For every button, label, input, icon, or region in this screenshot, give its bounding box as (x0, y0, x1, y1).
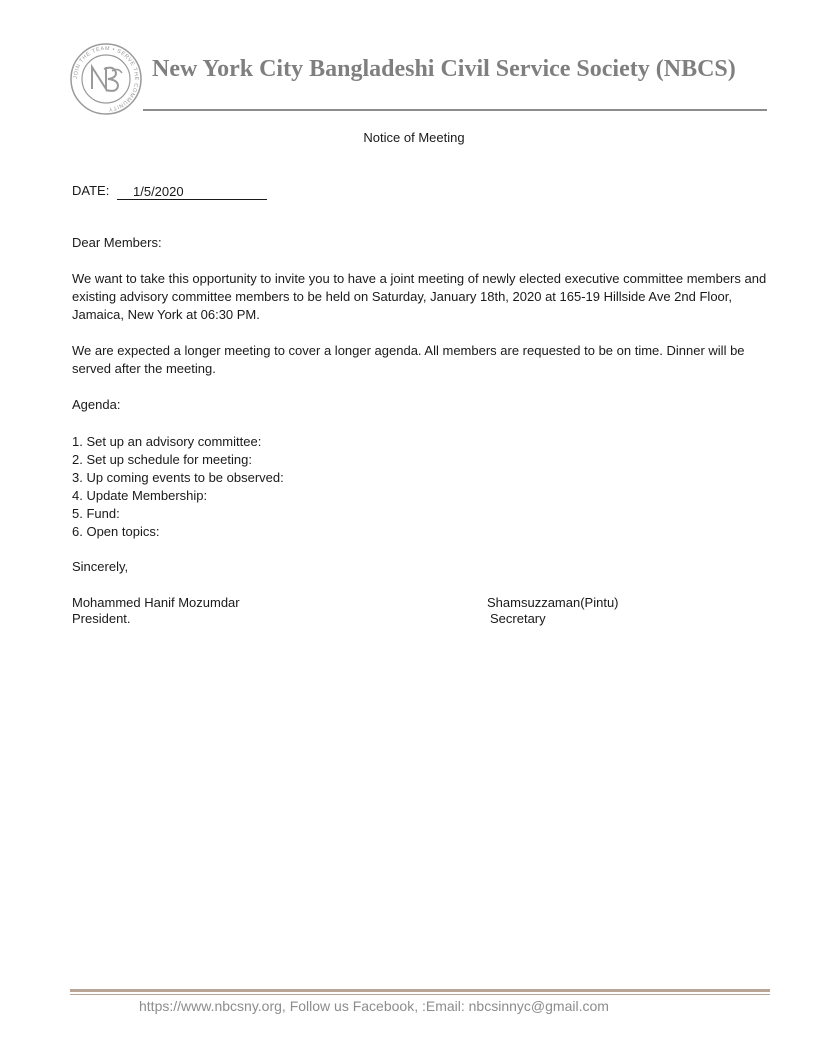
agenda-list (72, 433, 284, 541)
org-name: New York City Bangladeshi Civil Service Society (NBCS) (152, 56, 736, 82)
secretary-name: Shamsuzzaman(Pintu) (487, 595, 619, 610)
date-field (117, 184, 267, 200)
closing: Sincerely, (72, 559, 129, 574)
expectation-paragraph: We are expected a longer meeting to cover a longer agenda. All members are requested to be on time. Dinner will be served after the meeting. (72, 343, 745, 376)
header-divider (143, 109, 767, 111)
footer-contact: https://www.nbcsny.org, Follow us Facebook, :Email: nbcsinnyc@gmail.com (139, 998, 609, 1014)
secretary-title: Secretary (490, 611, 546, 626)
notice-title: Notice of Meeting (363, 130, 465, 145)
agenda-item: 2. Set up schedule for meeting: (72, 452, 252, 467)
president-title: President. (72, 611, 131, 626)
date-label: DATE: (72, 183, 110, 198)
secretary-signature (487, 595, 619, 627)
logo-ring-text: JOIN THE TEAM • SERVE THE COMMUNITY (72, 45, 140, 112)
footer-divider (70, 989, 770, 992)
president-name: Mohammed Hanif Mozumdar (72, 595, 240, 610)
nbcs-logo (70, 43, 142, 115)
agenda-item: 6. Open topics: (72, 524, 160, 539)
agenda-item: 1. Set up an advisory committee: (72, 434, 262, 449)
footer-divider-thin (70, 994, 770, 995)
agenda-item: 3. Up coming events to be observed: (72, 470, 284, 485)
salutation: Dear Members: (72, 235, 162, 250)
date-value: 1/5/2020 (133, 184, 184, 199)
agenda-item: 4. Update Membership: (72, 488, 208, 503)
president-signature (72, 595, 240, 627)
agenda-item: 5. Fund: (72, 506, 120, 521)
agenda-label: Agenda: (72, 397, 121, 412)
invitation-paragraph: We want to take this opportunity to invite you to have a joint meeting of newly elected executive committee members and existing advisory committee members to be held on Saturday, January 18th, 2020 at 165-19 Hillside Ave 2nd Floor, Jamaica, New York at 06:30 PM. (72, 271, 767, 322)
